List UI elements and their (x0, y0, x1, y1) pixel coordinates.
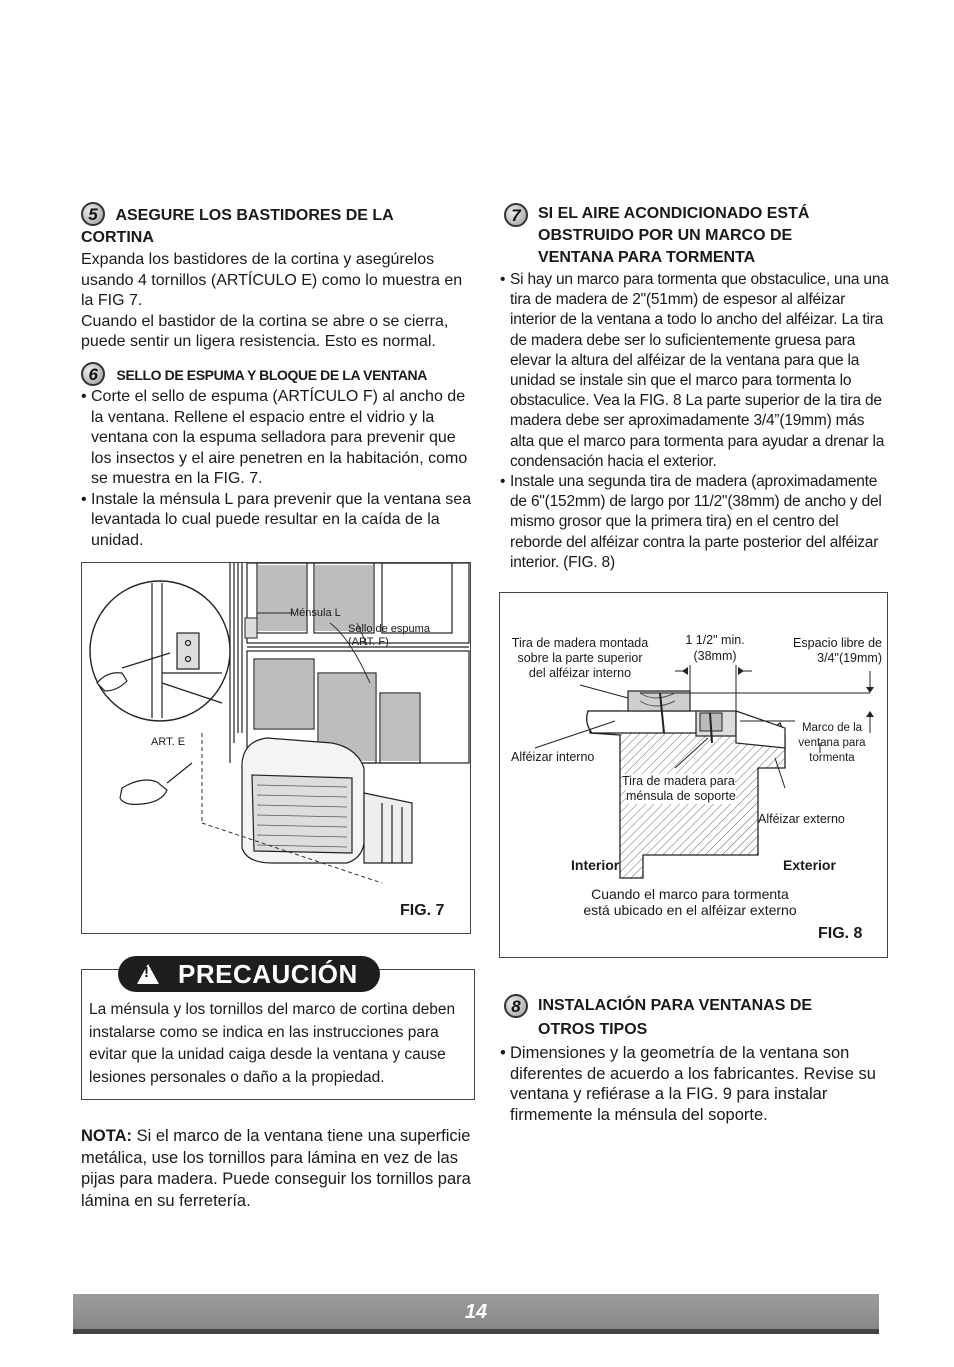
warning-mark: ! (144, 964, 149, 981)
section-5-para-1: Expanda los bastidores de la cortina y asegúrelos usando 4 tornillos (ARTÍCULO E) como lo muestra en la FIG 7. (81, 251, 463, 309)
section-6-heading (81, 362, 473, 386)
fig-8-label-frame-3: tormenta (809, 752, 855, 764)
fig-8-caption: FIG. 8 (818, 925, 863, 942)
list-item: • Instale una segunda tira de madera (aproximadamente de 6"(152mm) de largo por 11/2"(38mm) de ancho y del mismo grosor que la primera tira) en el centro del reborde del alféizar contra la parte posterior del alféizar interior. (FIG. 8) (500, 472, 892, 573)
caution-text: La ménsula y los tornillos del marco de cortina deben instalarse como se indica en las instrucciones para evitar que la unidad caiga desde la ventana y cause lesiones personales o daño a la propiedad. (89, 1001, 456, 1086)
fig-7-illustration (82, 563, 470, 933)
fig-8-label-exterior: Exterior (783, 857, 836, 873)
fig-8-label-strip-3: del alféizar interno (528, 666, 632, 680)
page-number: 14 (464, 1301, 488, 1323)
footer-rule (73, 1329, 879, 1334)
section-6-title: SELLO DE ESPUMA Y BLOQUE DE LA VENTANA (116, 367, 427, 383)
fig-8-label-space-1: Espacio libre de (793, 636, 882, 650)
footer-bar (73, 1294, 879, 1329)
note-label: NOTA: (81, 1127, 133, 1145)
section-8-title-1: INSTALACIÓN PARA VENTANAS DE (538, 997, 813, 1014)
section-6-list (81, 387, 473, 551)
list-item: • Dimensiones y la geometría de la ventana son diferentes de acuerdo a los fabricantes. Revise su ventana y refiérase a la FIG. 9 para instalar firmemente la ménsula del soporte. (500, 1043, 892, 1126)
step-6-badge: 6 (81, 362, 105, 386)
fig-8-label-space-2: 3/4"(19mm) (817, 651, 882, 665)
section-7-title-3: VENTANA PARA TORMENTA (538, 249, 756, 266)
section-6 (81, 362, 473, 551)
step-7-badge: 7 (504, 203, 528, 227)
section-7 (500, 203, 892, 573)
list-item: • Instale la ménsula L para prevenir que la ventana sea levantada lo cual puede resultar en la caída de la unidad. (81, 490, 473, 552)
fig-8-note-1: Cuando el marco para tormenta (591, 886, 789, 902)
fig-8-label-support-1: Tira de madera para (622, 774, 735, 788)
fig-8-label-outer-sill: Alféizar externo (758, 812, 845, 826)
section-5-title-2: CORTINA (81, 229, 154, 246)
fig-8-note-2: está ubicado en el alféizar externo (583, 902, 797, 918)
fig-8-label-strip-1: Tira de madera montada (511, 636, 649, 650)
fig-8-label-inner-sill: Alféizar interno (511, 750, 595, 764)
fig-7-label-art-e: ART. E (151, 736, 186, 748)
fig-7-label-seal-1: Sello de espuma (348, 623, 430, 635)
section-5-para-2: Cuando el bastidor de la cortina se abre o se cierra, puede sentir un ligera resistencia. Esto es normal. (81, 312, 449, 350)
caution-title: PRECAUCIÓN (178, 958, 358, 989)
caution-header (118, 956, 380, 992)
section-8 (500, 994, 892, 1126)
fig-8-label-min-1: 1 1/2" min. (685, 633, 745, 647)
fig-7-caption: FIG. 7 (400, 902, 445, 919)
section-5 (81, 202, 473, 353)
section-8-heading (500, 994, 892, 1042)
fig-8-label-interior: Interior (571, 857, 620, 873)
fig-8 (499, 592, 888, 958)
list-item: • Corte el sello de espuma (ARTÍCULO F) al ancho de la ventana. Rellene el espacio entre el vidrio y la ventana con la espuma selladora para prevenir que los insectos y el aire penetren en la habitación, como se muestra en la FIG. 7. (81, 387, 473, 490)
fig-8-label-strip-2: sobre la parte superior (517, 651, 643, 665)
fig-7 (81, 562, 471, 934)
step-5-badge: 5 (81, 202, 105, 226)
section-7-title-2: OBSTRUIDO POR UN MARCO DE (538, 227, 793, 244)
fig-8-label-frame-2: ventana para (798, 737, 866, 749)
fig-8-label-frame-1: Marco de la (801, 722, 863, 734)
step-8-badge: 8 (504, 994, 528, 1018)
section-8-list (500, 1043, 892, 1126)
section-5-heading (81, 202, 473, 249)
note-text: Si el marco de la ventana tiene una superficie metálica, use los tornillos para lámina en vez de las pijas para madera. Puede conseguir los tornillos para lámina en su ferretería. (81, 1127, 471, 1211)
fig-8-label-min-2: (38mm) (693, 649, 737, 663)
section-7-title-1: SI EL AIRE ACONDICIONADO ESTÁ (538, 205, 810, 222)
list-item: • Si hay un marco para tormenta que obstaculice, una una tira de madera de 2"(51mm) de espesor al alféizar interior de la ventana a todo lo ancho del alféizar. La tira de madera debe ser lo suficientemente gruesa para elevar la altura del alféizar de la ventana para que la unidad se instale sin que el marco para tormenta lo obstaculice. Vea la FIG. 8 La parte superior de la tira de madera debe ser aproximadamente 3/4”(19mm) más alta que el marco para tormenta para ayudar a drenar la condensación hacia el exterior. (500, 270, 892, 472)
section-5-title-1: ASEGURE LOS BASTIDORES DE LA (115, 207, 394, 224)
fig-8-label-support-2: ménsula de soporte (626, 789, 736, 803)
section-7-heading (500, 203, 892, 269)
section-7-list (500, 270, 892, 573)
section-8-title-2: OTROS TIPOS (538, 1021, 648, 1038)
fig-7-label-bracket: Ménsula L (290, 607, 341, 619)
fig-7-label-seal-2: (ART. F) (348, 636, 389, 648)
note (81, 1126, 471, 1213)
